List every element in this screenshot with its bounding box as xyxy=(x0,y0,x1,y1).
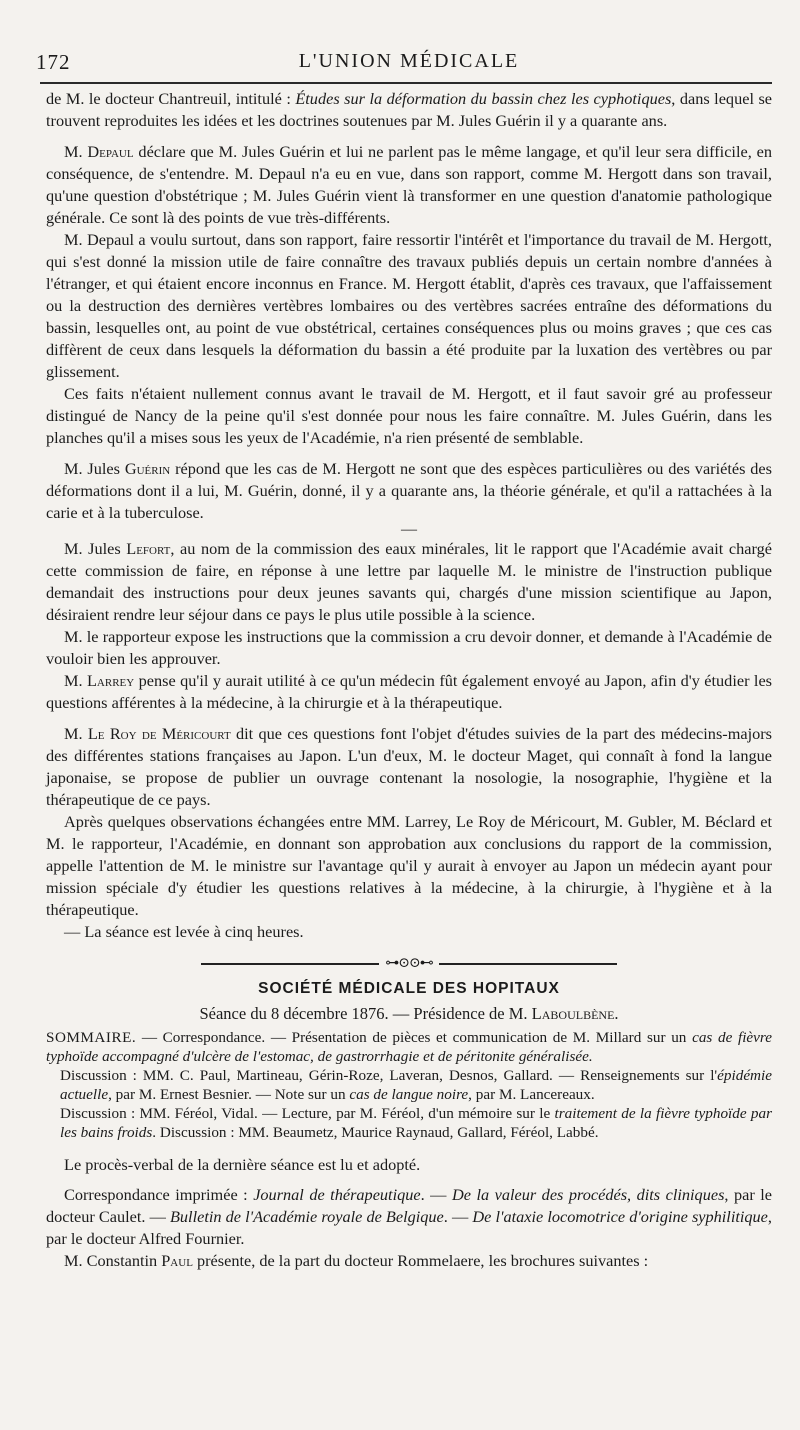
ornamental-divider xyxy=(46,955,772,972)
session-body xyxy=(46,1154,772,1272)
knot-ornament-icon: ⊶⊙⊙⊷ xyxy=(385,956,433,971)
paragraph-1: de M. le docteur Chantreuil, intitulé : Études sur la déformation du bassin chez les cyphotiques, dans lequel se trouvent reproduites les idées et les doctrines soutenues par M. Jules Guérin il y a quarante ans. xyxy=(46,89,773,130)
section-separator: — xyxy=(401,521,417,538)
society-title: SOCIÉTÉ MÉDICALE DES HOPITAUX xyxy=(258,980,560,997)
summary-line-1: SOMMAIRE. — Correspondance. — Présentation de pièces et communication de M. Millard sur un cas de fièvre typhoïde accompagné d'ulcère de l'estomac, de gastrorrhagie et de péritonite généralisée. xyxy=(46,1029,772,1065)
paragraph-5: M. Jules Guérin répond que les cas de M. Hergott ne sont que des espèces particulières ou des variétés des déformations dont il a lui, M. Guérin, donné, il y a quarante ans, la théorie générale, et qu'il a rattachées à la carie et à la tuberculose. xyxy=(46,459,772,522)
paragraph-9: M. Le Roy de Méricourt dit que ces questions font l'objet d'études suivies de la part des médecins-majors des différentes stations françaises au Japon. L'un d'eux, M. le docteur Maget, qui connaît à fond la langue japonaise, se propose de publier un ouvrage contenant la nosologie, la nosographie, l'hygiène et la thérapeutique de ce pays. xyxy=(46,724,773,809)
article-body xyxy=(46,88,772,943)
paragraph-4: Ces faits n'étaient nullement connus avant le travail de M. Hergott, et il faut savoir gré au professeur distingué de Nancy de la peine qu'il s'est donnée pour nous les faire connaître. M. Jules Guérin, dans les planches qu'il a mises sous les yeux de l'Académie, n'a rien présenté de semblable. xyxy=(46,384,772,447)
page-header xyxy=(36,44,772,74)
divider-line-right xyxy=(439,963,617,965)
paul-presentation: M. Constantin Paul présente, de la part du docteur Rommelaere, les brochures suivantes : xyxy=(64,1251,649,1270)
page-number: 172 xyxy=(36,50,71,74)
paragraph-8: M. Larrey pense qu'il y aurait utilité à ce qu'un médecin fût également envoyé au Japon, afin d'y étudier les questions afférentes à la médecine, à la chirurgie et à la thérapeutique. xyxy=(46,671,773,712)
paragraph-3: M. Depaul a voulu surtout, dans son rapport, faire ressortir l'intérêt et l'importance du travail de M. Hergott, qui s'est donné la mission utile de faire connaître des travaux publiés depuis un certain nombre d'années à l'étranger, et qui étaient encore inconnus en France. M. Hergott établit, d'après ces travaux, que l'affaissement ou la destruction des dernières vertèbres lombaires ou des vertèbres sacrées entraîne des déformations du bassin, lesquelles ont, au point de vue obstétrical, certaines conséquences plus ou moins graves ; que ces cas diffèrent de ceux dans lesquels la déformation du bassin a été produite par la luxation des vertèbres ou par glissement. xyxy=(46,230,772,381)
paragraph-7: M. le rapporteur expose les instructions que la commission a cru devoir donner, et demande à l'Académie de vouloir bien les approuver. xyxy=(46,627,772,668)
paragraph-6: M. Jules Lefort, au nom de la commission des eaux minérales, lit le rapport que l'Académie avait chargé cette commission de faire, en réponse à une lettre par laquelle M. le ministre de l'instruction publique demandait des instructions pour deux jeunes savants qui, chargés d'une mission scientifique au Japon, désiraient rendre leur séjour dans ce pays le plus utile possible à la science. xyxy=(46,539,772,624)
minutes-adopted: Le procès-verbal de la dernière séance est lu et adopté. xyxy=(64,1155,421,1174)
header-rule xyxy=(40,82,772,84)
running-title: L'UNION MÉDICALE xyxy=(298,50,520,72)
summary-line-2: Discussion : MM. C. Paul, Martineau, Gérin-Roze, Laveran, Desnos, Gallard. — Renseignements sur l'épidémie actuelle, par M. Ernest Besnier. — Note sur un cas de langue noire, par M. Lancereaux. xyxy=(60,1067,772,1103)
paragraph-11: — La séance est levée à cinq heures. xyxy=(64,922,304,941)
summary-block xyxy=(46,1028,772,1142)
paragraph-10: Après quelques observations échangées entre MM. Larrey, Le Roy de Méricourt, M. Gubler, M. Béclard et M. le rapporteur, l'Académie, en donnant son approbation aux conclusions du rapport de la commission, appelle l'attention de M. le ministre sur l'avantage qu'il y aurait à envoyer au Japon un médecin ayant pour mission spéciale d'y étudier les questions relatives à la médecine, à la chirurgie, à l'hygiène et à la thérapeutique. xyxy=(46,812,772,919)
paragraph-2: M. Depaul déclare que M. Jules Guérin et lui ne parlent pas le même langage, et qu'il leur sera difficile, en conséquence, de s'entendre. M. Depaul n'a eu en vue, dans son rapport, comme M. Hergott dans son travail, qu'une question d'obstétrique ; M. Jules Guérin vient là transformer en une question d'anatomie pathologique générale. Ce sont là des points de vue très-différents. xyxy=(46,142,772,227)
printed-correspondence: Correspondance imprimée : Journal de thérapeutique. — De la valeur des procédés, dits cliniques, par le docteur Caulet. — Bulletin de l'Académie royale de Belgique. — De l'ataxie locomotrice d'origine syphilitique, par le docteur Alfred Fournier. xyxy=(46,1185,772,1248)
divider-line-left xyxy=(201,963,379,965)
summary-line-3: Discussion : MM. Féréol, Vidal. — Lecture, par M. Féréol, d'un mémoire sur le traitement de la fièvre typhoïde par les bains froids. Discussion : MM. Beaumetz, Maurice Raynaud, Gallard, Féréol, Labbé. xyxy=(60,1105,772,1141)
session-line: Séance du 8 décembre 1876. — Présidence de M. Laboulbène. xyxy=(199,1004,619,1023)
